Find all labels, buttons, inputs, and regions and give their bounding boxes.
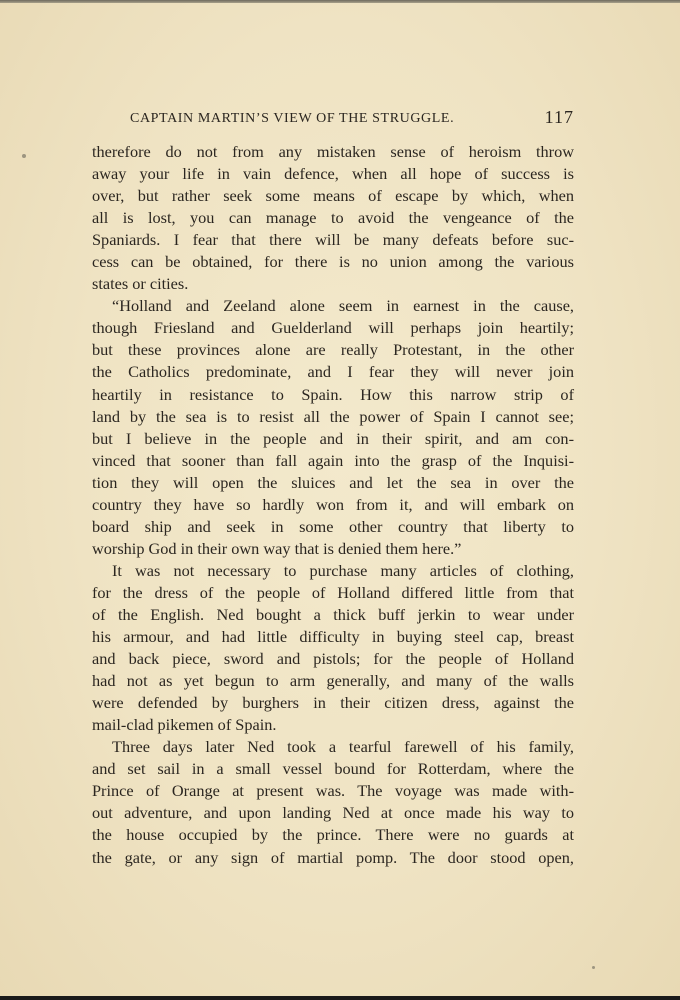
text-line: the house occupied by the prince. There were no guards at [92, 825, 574, 845]
text-line: worship God in their own way that is denied them here.” [92, 538, 462, 558]
text-line: heartily in resistance to Spain. How this narrow strip of [92, 384, 574, 404]
text-line: were defended by burghers in their citizen dress, against the [92, 693, 574, 713]
text-line: though Friesland and Guelderland will perhaps join heartily; [92, 318, 574, 338]
page-header [92, 108, 574, 130]
text-line: Three days later Ned took a tearful farewell of his family, [112, 737, 574, 757]
text-line: for the dress of the people of Holland differed little from that [92, 582, 574, 602]
text-line: but these provinces alone are really Protestant, in the other [92, 340, 574, 360]
page-number: 117 [544, 107, 574, 127]
text-line: his armour, and had little difficulty in buying steel cap, breast [92, 627, 574, 647]
text-line: tion they will open the sluices and let the sea in over the [92, 472, 574, 492]
text-line: out adventure, and upon landing Ned at once made his way to [92, 803, 574, 823]
text-line: away your life in vain defence, when all hope of success is [92, 164, 574, 184]
paper-speck [22, 154, 26, 158]
text-line: and set sail in a small vessel bound for Rotterdam, where the [92, 759, 574, 779]
text-line: the Catholics predominate, and I fear they will never join [92, 362, 574, 382]
text-line: Prince of Orange at present was. The voyage was made with- [92, 781, 574, 801]
text-line: “Holland and Zeeland alone seem in earnest in the cause, [112, 296, 574, 316]
body-text [92, 141, 574, 869]
text-line: vinced that sooner than fall again into the grasp of the Inquisi- [92, 450, 574, 470]
top-edge-rule [0, 0, 680, 3]
text-line: states or cities. [92, 274, 189, 294]
running-head: CAPTAIN MARTIN’S VIEW OF THE STRUGGLE. [130, 111, 455, 126]
text-line: and back piece, sword and pistols; for the people of Holland [92, 649, 574, 669]
text-line: land by the sea is to resist all the power of Spain I cannot see; [92, 406, 574, 426]
text-line: mail-clad pikemen of Spain. [92, 715, 277, 735]
text-line: board ship and seek in some other country that liberty to [92, 516, 574, 536]
text-line: but I believe in the people and in their spirit, and am con- [92, 428, 574, 448]
text-line: had not as yet begun to arm generally, and many of the walls [92, 671, 574, 691]
bottom-edge-band [0, 996, 680, 1000]
paper-speck [592, 966, 595, 969]
text-line: of the English. Ned bought a thick buff jerkin to wear under [92, 604, 574, 624]
text-line: Spaniards. I fear that there will be many defeats before suc- [92, 230, 574, 250]
text-line: It was not necessary to purchase many articles of clothing, [112, 560, 574, 580]
text-line: cess can be obtained, for there is no union among the various [92, 252, 574, 272]
text-line: all is lost, you can manage to avoid the vengeance of the [92, 208, 574, 228]
text-line: country they have so hardly won from it, and will embark on [92, 494, 574, 514]
text-line: therefore do not from any mistaken sense of heroism throw [92, 142, 574, 161]
text-line: the gate, or any sign of martial pomp. The door stood open, [92, 847, 574, 867]
text-line: over, but rather seek some means of escape by which, when [92, 186, 574, 206]
